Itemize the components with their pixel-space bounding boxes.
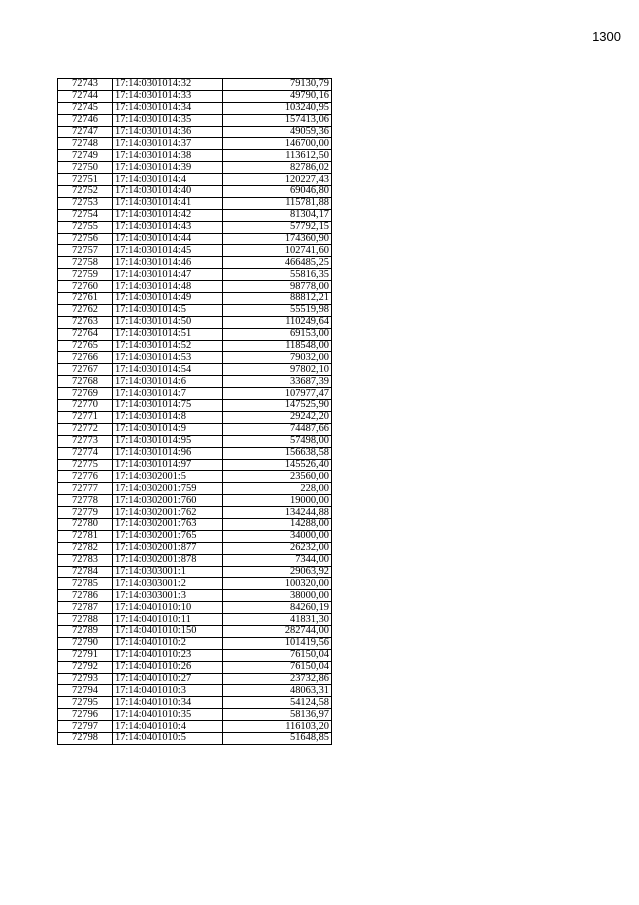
value-cell: 23560,00 bbox=[223, 471, 332, 483]
table-row bbox=[58, 233, 332, 245]
table-row bbox=[58, 614, 332, 626]
table-row bbox=[58, 554, 332, 566]
cadastral-number-cell: 17:14:0401010:34 bbox=[113, 697, 223, 709]
value-cell: 55519,98 bbox=[223, 304, 332, 316]
table-row bbox=[58, 590, 332, 602]
table-row bbox=[58, 637, 332, 649]
row-number-cell: 72772 bbox=[58, 423, 113, 435]
table-row bbox=[58, 293, 332, 305]
value-cell: 146700,00 bbox=[223, 138, 332, 150]
cadastral-number-cell: 17:14:0401010:2 bbox=[113, 637, 223, 649]
value-cell: 79130,79 bbox=[223, 79, 332, 91]
value-cell: 145526,40 bbox=[223, 459, 332, 471]
cadastral-number-cell: 17:14:0303001:1 bbox=[113, 566, 223, 578]
table-row bbox=[58, 471, 332, 483]
cadastral-number-cell: 17:14:0301014:45 bbox=[113, 245, 223, 257]
row-number-cell: 72771 bbox=[58, 411, 113, 423]
table-row bbox=[58, 530, 332, 542]
row-number-cell: 72786 bbox=[58, 590, 113, 602]
cadastral-number-cell: 17:14:0301014:51 bbox=[113, 328, 223, 340]
table-row bbox=[58, 388, 332, 400]
row-number-cell: 72758 bbox=[58, 257, 113, 269]
row-number-cell: 72769 bbox=[58, 388, 113, 400]
value-cell: 76150,04 bbox=[223, 649, 332, 661]
table-row bbox=[58, 625, 332, 637]
value-cell: 48063,31 bbox=[223, 685, 332, 697]
table-row bbox=[58, 328, 332, 340]
value-cell: 97802,10 bbox=[223, 364, 332, 376]
value-cell: 82786,02 bbox=[223, 162, 332, 174]
cadastral-number-cell: 17:14:0301014:8 bbox=[113, 411, 223, 423]
value-cell: 41831,30 bbox=[223, 614, 332, 626]
value-cell: 69046,80 bbox=[223, 186, 332, 198]
row-number-cell: 72796 bbox=[58, 709, 113, 721]
table-row bbox=[58, 721, 332, 733]
cadastral-number-cell: 17:14:0301014:33 bbox=[113, 90, 223, 102]
cadastral-number-cell: 17:14:0301014:40 bbox=[113, 186, 223, 198]
table-row bbox=[58, 186, 332, 198]
cadastral-number-cell: 17:14:0301014:48 bbox=[113, 281, 223, 293]
row-number-cell: 72755 bbox=[58, 221, 113, 233]
value-cell: 103240,95 bbox=[223, 102, 332, 114]
cadastral-number-cell: 17:14:0401010:23 bbox=[113, 649, 223, 661]
value-cell: 58136,97 bbox=[223, 709, 332, 721]
row-number-cell: 72768 bbox=[58, 376, 113, 388]
cadastral-number-cell: 17:14:0401010:4 bbox=[113, 721, 223, 733]
table-row bbox=[58, 376, 332, 388]
cadastral-number-cell: 17:14:0301014:36 bbox=[113, 126, 223, 138]
cadastral-number-cell: 17:14:0301014:49 bbox=[113, 293, 223, 305]
value-cell: 116103,20 bbox=[223, 721, 332, 733]
cadastral-number-cell: 17:14:0301014:53 bbox=[113, 352, 223, 364]
table-row bbox=[58, 423, 332, 435]
row-number-cell: 72750 bbox=[58, 162, 113, 174]
value-cell: 55816,35 bbox=[223, 269, 332, 281]
value-cell: 54124,58 bbox=[223, 697, 332, 709]
table-row bbox=[58, 661, 332, 673]
table-row bbox=[58, 400, 332, 412]
value-cell: 113612,50 bbox=[223, 150, 332, 162]
row-number-cell: 72781 bbox=[58, 530, 113, 542]
cadastral-number-cell: 17:14:0301014:44 bbox=[113, 233, 223, 245]
row-number-cell: 72748 bbox=[58, 138, 113, 150]
cadastral-number-cell: 17:14:0302001:759 bbox=[113, 483, 223, 495]
row-number-cell: 72744 bbox=[58, 90, 113, 102]
row-number-cell: 72790 bbox=[58, 637, 113, 649]
row-number-cell: 72787 bbox=[58, 602, 113, 614]
cadastral-value-table bbox=[57, 78, 332, 745]
value-cell: 57792,15 bbox=[223, 221, 332, 233]
row-number-cell: 72766 bbox=[58, 352, 113, 364]
table-row bbox=[58, 732, 332, 744]
row-number-cell: 72753 bbox=[58, 197, 113, 209]
row-number-cell: 72746 bbox=[58, 114, 113, 126]
row-number-cell: 72764 bbox=[58, 328, 113, 340]
cadastral-number-cell: 17:14:0401010:10 bbox=[113, 602, 223, 614]
cadastral-number-cell: 17:14:0301014:54 bbox=[113, 364, 223, 376]
table-row bbox=[58, 162, 332, 174]
table-row bbox=[58, 685, 332, 697]
row-number-cell: 72743 bbox=[58, 79, 113, 91]
table-row bbox=[58, 221, 332, 233]
cadastral-number-cell: 17:14:0301014:4 bbox=[113, 174, 223, 186]
cadastral-number-cell: 17:14:0301014:37 bbox=[113, 138, 223, 150]
cadastral-number-cell: 17:14:0301014:47 bbox=[113, 269, 223, 281]
cadastral-number-cell: 17:14:0301014:42 bbox=[113, 209, 223, 221]
table-row bbox=[58, 495, 332, 507]
value-cell: 134244,88 bbox=[223, 507, 332, 519]
value-cell: 33687,39 bbox=[223, 376, 332, 388]
row-number-cell: 72754 bbox=[58, 209, 113, 221]
table-row bbox=[58, 507, 332, 519]
row-number-cell: 72760 bbox=[58, 281, 113, 293]
value-cell: 74487,66 bbox=[223, 423, 332, 435]
table-row bbox=[58, 150, 332, 162]
value-cell: 14288,00 bbox=[223, 518, 332, 530]
value-cell: 118548,00 bbox=[223, 340, 332, 352]
cadastral-number-cell: 17:14:0302001:878 bbox=[113, 554, 223, 566]
cadastral-number-cell: 17:14:0301014:38 bbox=[113, 150, 223, 162]
row-number-cell: 72783 bbox=[58, 554, 113, 566]
cadastral-number-cell: 17:14:0302001:5 bbox=[113, 471, 223, 483]
value-cell: 102741,60 bbox=[223, 245, 332, 257]
row-number-cell: 72756 bbox=[58, 233, 113, 245]
value-cell: 7344,00 bbox=[223, 554, 332, 566]
table-row bbox=[58, 304, 332, 316]
cadastral-number-cell: 17:14:0302001:760 bbox=[113, 495, 223, 507]
value-cell: 466485,25 bbox=[223, 257, 332, 269]
row-number-cell: 72759 bbox=[58, 269, 113, 281]
cadastral-number-cell: 17:14:0303001:2 bbox=[113, 578, 223, 590]
cadastral-number-cell: 17:14:0301014:75 bbox=[113, 400, 223, 412]
table-row bbox=[58, 483, 332, 495]
cadastral-number-cell: 17:14:0301014:32 bbox=[113, 79, 223, 91]
cadastral-number-cell: 17:14:0301014:39 bbox=[113, 162, 223, 174]
cadastral-number-cell: 17:14:0303001:3 bbox=[113, 590, 223, 602]
table-row bbox=[58, 174, 332, 186]
row-number-cell: 72791 bbox=[58, 649, 113, 661]
table-row bbox=[58, 673, 332, 685]
table-row bbox=[58, 578, 332, 590]
table-row bbox=[58, 114, 332, 126]
value-cell: 29063,92 bbox=[223, 566, 332, 578]
value-cell: 81304,17 bbox=[223, 209, 332, 221]
value-cell: 282744,00 bbox=[223, 625, 332, 637]
table-row bbox=[58, 209, 332, 221]
value-cell: 29242,20 bbox=[223, 411, 332, 423]
cadastral-number-cell: 17:14:0401010:150 bbox=[113, 625, 223, 637]
table-row bbox=[58, 697, 332, 709]
value-cell: 84260,19 bbox=[223, 602, 332, 614]
row-number-cell: 72780 bbox=[58, 518, 113, 530]
table-row bbox=[58, 364, 332, 376]
value-cell: 19000,00 bbox=[223, 495, 332, 507]
row-number-cell: 72782 bbox=[58, 542, 113, 554]
value-cell: 38000,00 bbox=[223, 590, 332, 602]
cadastral-number-cell: 17:14:0301014:9 bbox=[113, 423, 223, 435]
value-cell: 174360,90 bbox=[223, 233, 332, 245]
row-number-cell: 72795 bbox=[58, 697, 113, 709]
table-row bbox=[58, 281, 332, 293]
page-number: 1300 bbox=[592, 29, 621, 44]
row-number-cell: 72793 bbox=[58, 673, 113, 685]
value-cell: 88812,21 bbox=[223, 293, 332, 305]
cadastral-number-cell: 17:14:0302001:877 bbox=[113, 542, 223, 554]
row-number-cell: 72779 bbox=[58, 507, 113, 519]
value-cell: 120227,43 bbox=[223, 174, 332, 186]
table-row bbox=[58, 518, 332, 530]
row-number-cell: 72745 bbox=[58, 102, 113, 114]
table-row bbox=[58, 126, 332, 138]
cadastral-number-cell: 17:14:0301014:5 bbox=[113, 304, 223, 316]
cadastral-number-cell: 17:14:0301014:34 bbox=[113, 102, 223, 114]
cadastral-number-cell: 17:14:0301014:43 bbox=[113, 221, 223, 233]
table-row bbox=[58, 102, 332, 114]
table-row bbox=[58, 602, 332, 614]
cadastral-number-cell: 17:14:0301014:46 bbox=[113, 257, 223, 269]
table-row bbox=[58, 447, 332, 459]
row-number-cell: 72773 bbox=[58, 435, 113, 447]
value-cell: 79032,00 bbox=[223, 352, 332, 364]
cadastral-number-cell: 17:14:0301014:7 bbox=[113, 388, 223, 400]
value-cell: 107977,47 bbox=[223, 388, 332, 400]
row-number-cell: 72798 bbox=[58, 732, 113, 744]
row-number-cell: 72752 bbox=[58, 186, 113, 198]
cadastral-number-cell: 17:14:0401010:35 bbox=[113, 709, 223, 721]
row-number-cell: 72762 bbox=[58, 304, 113, 316]
row-number-cell: 72776 bbox=[58, 471, 113, 483]
value-cell: 49059,36 bbox=[223, 126, 332, 138]
table-row bbox=[58, 197, 332, 209]
row-number-cell: 72785 bbox=[58, 578, 113, 590]
table-row bbox=[58, 79, 332, 91]
row-number-cell: 72770 bbox=[58, 400, 113, 412]
cadastral-number-cell: 17:14:0401010:11 bbox=[113, 614, 223, 626]
table-row bbox=[58, 269, 332, 281]
row-number-cell: 72789 bbox=[58, 625, 113, 637]
value-cell: 51648,85 bbox=[223, 732, 332, 744]
row-number-cell: 72788 bbox=[58, 614, 113, 626]
table-row bbox=[58, 340, 332, 352]
table-row bbox=[58, 459, 332, 471]
value-cell: 49790,16 bbox=[223, 90, 332, 102]
table-row bbox=[58, 257, 332, 269]
value-cell: 69153,00 bbox=[223, 328, 332, 340]
cadastral-number-cell: 17:14:0301014:96 bbox=[113, 447, 223, 459]
row-number-cell: 72775 bbox=[58, 459, 113, 471]
row-number-cell: 72774 bbox=[58, 447, 113, 459]
value-cell: 34000,00 bbox=[223, 530, 332, 542]
cadastral-number-cell: 17:14:0301014:6 bbox=[113, 376, 223, 388]
table-row bbox=[58, 316, 332, 328]
value-cell: 98778,00 bbox=[223, 281, 332, 293]
table-row bbox=[58, 566, 332, 578]
cadastral-number-cell: 17:14:0301014:52 bbox=[113, 340, 223, 352]
table-body bbox=[58, 79, 332, 745]
value-cell: 115781,88 bbox=[223, 197, 332, 209]
table-row bbox=[58, 245, 332, 257]
cadastral-number-cell: 17:14:0401010:5 bbox=[113, 732, 223, 744]
row-number-cell: 72777 bbox=[58, 483, 113, 495]
row-number-cell: 72747 bbox=[58, 126, 113, 138]
row-number-cell: 72784 bbox=[58, 566, 113, 578]
value-cell: 57498,00 bbox=[223, 435, 332, 447]
value-cell: 157413,06 bbox=[223, 114, 332, 126]
row-number-cell: 72765 bbox=[58, 340, 113, 352]
row-number-cell: 72792 bbox=[58, 661, 113, 673]
cadastral-number-cell: 17:14:0302001:763 bbox=[113, 518, 223, 530]
cadastral-number-cell: 17:14:0302001:765 bbox=[113, 530, 223, 542]
row-number-cell: 72778 bbox=[58, 495, 113, 507]
value-cell: 26232,00 bbox=[223, 542, 332, 554]
row-number-cell: 72767 bbox=[58, 364, 113, 376]
table-row bbox=[58, 138, 332, 150]
table-row bbox=[58, 542, 332, 554]
cadastral-number-cell: 17:14:0301014:50 bbox=[113, 316, 223, 328]
cadastral-number-cell: 17:14:0401010:26 bbox=[113, 661, 223, 673]
row-number-cell: 72794 bbox=[58, 685, 113, 697]
cadastral-number-cell: 17:14:0301014:41 bbox=[113, 197, 223, 209]
cadastral-number-cell: 17:14:0301014:35 bbox=[113, 114, 223, 126]
table-row bbox=[58, 435, 332, 447]
row-number-cell: 72797 bbox=[58, 721, 113, 733]
cadastral-number-cell: 17:14:0301014:97 bbox=[113, 459, 223, 471]
table-row bbox=[58, 352, 332, 364]
value-cell: 228,00 bbox=[223, 483, 332, 495]
value-cell: 156638,58 bbox=[223, 447, 332, 459]
table-row bbox=[58, 90, 332, 102]
row-number-cell: 72761 bbox=[58, 293, 113, 305]
row-number-cell: 72749 bbox=[58, 150, 113, 162]
value-cell: 110249,64 bbox=[223, 316, 332, 328]
table-row bbox=[58, 649, 332, 661]
value-cell: 23732,86 bbox=[223, 673, 332, 685]
table-row bbox=[58, 709, 332, 721]
value-cell: 100320,00 bbox=[223, 578, 332, 590]
cadastral-number-cell: 17:14:0302001:762 bbox=[113, 507, 223, 519]
row-number-cell: 72763 bbox=[58, 316, 113, 328]
cadastral-number-cell: 17:14:0401010:3 bbox=[113, 685, 223, 697]
cadastral-number-cell: 17:14:0401010:27 bbox=[113, 673, 223, 685]
value-cell: 76150,04 bbox=[223, 661, 332, 673]
row-number-cell: 72757 bbox=[58, 245, 113, 257]
cadastral-number-cell: 17:14:0301014:95 bbox=[113, 435, 223, 447]
row-number-cell: 72751 bbox=[58, 174, 113, 186]
value-cell: 147525,90 bbox=[223, 400, 332, 412]
table-row bbox=[58, 411, 332, 423]
value-cell: 101419,56 bbox=[223, 637, 332, 649]
